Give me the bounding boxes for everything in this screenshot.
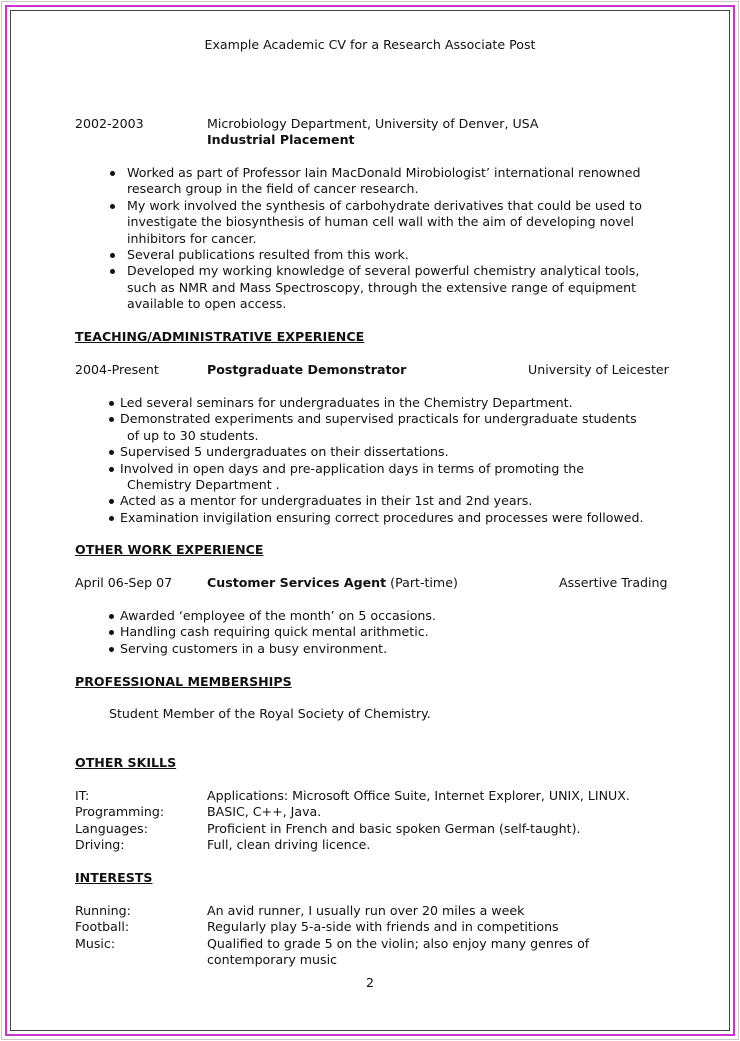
document-title: Example Academic CV for a Research Associate Post <box>204 37 536 52</box>
bullet-text: Examination invigilation ensuring correct procedures and processes were followed. <box>120 509 644 525</box>
placement-org: Microbiology Department, University of Denver, USA <box>207 116 539 131</box>
skills-value: Full, clean driving licence. <box>207 837 371 853</box>
bullet-icon <box>110 253 115 258</box>
placement-bullet-list <box>127 165 642 313</box>
bullet-text: Handling cash requiring quick mental arithmetic. <box>120 624 429 640</box>
skills-value: Applications: Microsoft Office Suite, Internet Explorer, UNIX, LINUX. <box>207 788 630 803</box>
work-role-line <box>207 575 458 591</box>
skills-label: Languages: <box>75 820 148 836</box>
bullet-text: Involved in open days and pre-application days in terms of promoting the <box>120 460 585 476</box>
list-item <box>109 608 436 624</box>
interests-value: contemporary music <box>207 952 338 968</box>
bullet-icon <box>109 647 114 652</box>
bullet-text: Led several seminars for undergraduates in the Chemistry Department. <box>120 395 573 410</box>
bullet-text: such as NMR and Mass Spectroscopy, through the extensive range of equipment <box>127 279 637 295</box>
skills-value: Proficient in French and basic spoken German (self-taught). <box>207 820 581 836</box>
bullet-icon <box>109 450 114 455</box>
interests-label: Music: <box>75 935 116 951</box>
work-role-note: (Part-time) <box>386 575 458 590</box>
bullet-icon <box>109 614 114 619</box>
list-item <box>127 247 642 263</box>
skills-label: Programming: <box>75 804 165 820</box>
bullet-text: Developed my working knowledge of several powerful chemistry analytical tools, <box>127 263 640 279</box>
bullet-text: Demonstrated experiments and supervised practicals for undergraduate students <box>120 411 637 427</box>
bullet-icon <box>110 204 115 209</box>
interests-value: An avid runner, I usually run over 20 miles a week <box>207 903 525 918</box>
list-item <box>109 510 643 526</box>
list-item <box>127 263 642 312</box>
bullet-icon <box>109 516 114 521</box>
teaching-date: 2004-Present <box>75 362 159 377</box>
bullet-text: Serving customers in a busy environment. <box>120 640 388 656</box>
page-number: 2 <box>365 975 374 990</box>
placement-role: Industrial Placement <box>207 132 355 147</box>
bullet-icon <box>109 401 114 406</box>
section-heading-skills: OTHER SKILLS <box>75 755 177 770</box>
list-item <box>109 493 643 509</box>
list-item <box>109 624 436 640</box>
section-heading-teaching: TEACHING/ADMINISTRATIVE EXPERIENCE <box>75 329 365 344</box>
work-org: Assertive Trading <box>559 575 668 590</box>
list-item <box>127 198 642 247</box>
teaching-role: Postgraduate Demonstrator <box>207 362 407 377</box>
list-item <box>109 641 436 657</box>
bullet-icon <box>109 630 114 635</box>
list-item <box>109 395 643 411</box>
interests-value: Qualified to grade 5 on the violin; also enjoy many genres of <box>207 935 590 951</box>
bullet-text: Acted as a mentor for undergraduates in their 1st and 2nd years. <box>120 493 533 509</box>
section-heading-interests: INTERESTS <box>75 870 153 885</box>
skills-label: IT: <box>75 788 90 803</box>
section-heading-work: OTHER WORK EXPERIENCE <box>75 542 264 557</box>
list-item <box>109 411 643 444</box>
list-item <box>127 165 642 198</box>
teaching-bullet-list <box>109 395 643 526</box>
list-item <box>109 444 643 460</box>
membership-text: Student Member of the Royal Society of Chemistry. <box>109 706 431 721</box>
bullet-text: available to open access. <box>127 296 287 312</box>
bullet-icon <box>109 467 114 472</box>
bullet-icon <box>110 171 115 176</box>
skills-label: Driving: <box>75 837 125 853</box>
bullet-text: Several publications resulted from this work. <box>127 247 409 263</box>
teaching-org: University of Leicester <box>528 362 669 377</box>
work-bullet-list <box>109 608 436 657</box>
bullet-text: inhibitors for cancer. <box>127 230 257 246</box>
placement-date: 2002-2003 <box>75 116 144 131</box>
bullet-icon <box>109 417 114 422</box>
bullet-text: research group in the field of cancer research. <box>127 181 419 197</box>
section-heading-memberships: PROFESSIONAL MEMBERSHIPS <box>75 674 292 689</box>
skills-value: BASIC, C++, Java. <box>207 804 322 820</box>
bullet-text: of up to 30 students. <box>127 427 259 443</box>
bullet-text: Supervised 5 undergraduates on their dissertations. <box>120 444 449 460</box>
bullet-icon <box>109 499 114 504</box>
work-role: Customer Services Agent <box>207 575 387 590</box>
interests-label: Football: <box>75 919 130 935</box>
interests-label: Running: <box>75 903 131 918</box>
bullet-text: Awarded ‘employee of the month’ on 5 occasions. <box>120 608 436 623</box>
list-item <box>109 461 643 494</box>
bullet-text: Worked as part of Professor Iain MacDonald Mirobiologist’ international renowned <box>127 165 641 180</box>
bullet-text: Chemistry Department . <box>127 477 280 493</box>
work-date: April 06-Sep 07 <box>75 575 173 590</box>
interests-value: Regularly play 5-a-side with friends and in competitions <box>207 919 559 935</box>
bullet-text: My work involved the synthesis of carbohydrate derivatives that could be used to <box>127 197 642 213</box>
bullet-text: investigate the biosynthesis of human cell wall with the aim of developing novel <box>127 214 635 230</box>
